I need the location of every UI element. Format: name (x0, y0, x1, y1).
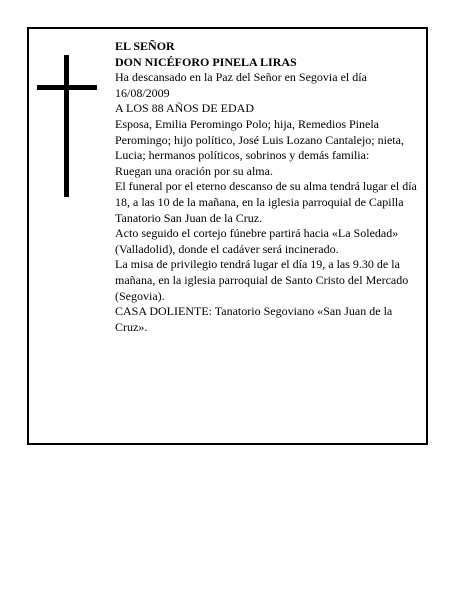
funeral-info: El funeral por el eterno descanso de su alma tendrá lugar el día 18, a las 10 de la mañana, en la iglesia parroquial de Capilla Tanatorio San Juan de la Cruz. (115, 179, 417, 225)
mass-info: La misa de privilegio tendrá lugar el día 19, a las 9.30 de la mañana, en la iglesia parroquial de Santo Cristo del Mercado (Segovia). (115, 257, 409, 303)
cross-vertical-bar (64, 55, 69, 197)
family-line: Esposa, Emilia Peromingo Polo; hija, Remedios Pinela Peromingo; hijo político, José Luis Lozano Cantalejo; nieta, Lucia; hermanos políticos, sobrinos y demás familia: (115, 116, 404, 163)
deceased-name: DON NICÉFORO PINELA LIRAS (115, 54, 297, 69)
obituary-text (115, 39, 421, 335)
cross-horizontal-bar (37, 85, 97, 90)
prayer-request: Ruegan una oración por su alma. (115, 163, 273, 178)
heading-title: EL SEÑOR (115, 39, 175, 53)
death-announcement: Ha descansado en la Paz del Señor en Segovia el día 16/08/2009 (115, 70, 367, 100)
age-line: A LOS 88 AÑOS DE EDAD (115, 101, 255, 116)
cortege-info: Acto seguido el cortejo fúnebre partirá hacia «La Soledad» (Valladolid), donde el cadáver será incinerado. (115, 226, 399, 256)
mourning-house: CASA DOLIENTE: Tanatorio Segoviano «San Juan de la Cruz». (115, 304, 393, 334)
latin-cross-icon (37, 55, 97, 197)
